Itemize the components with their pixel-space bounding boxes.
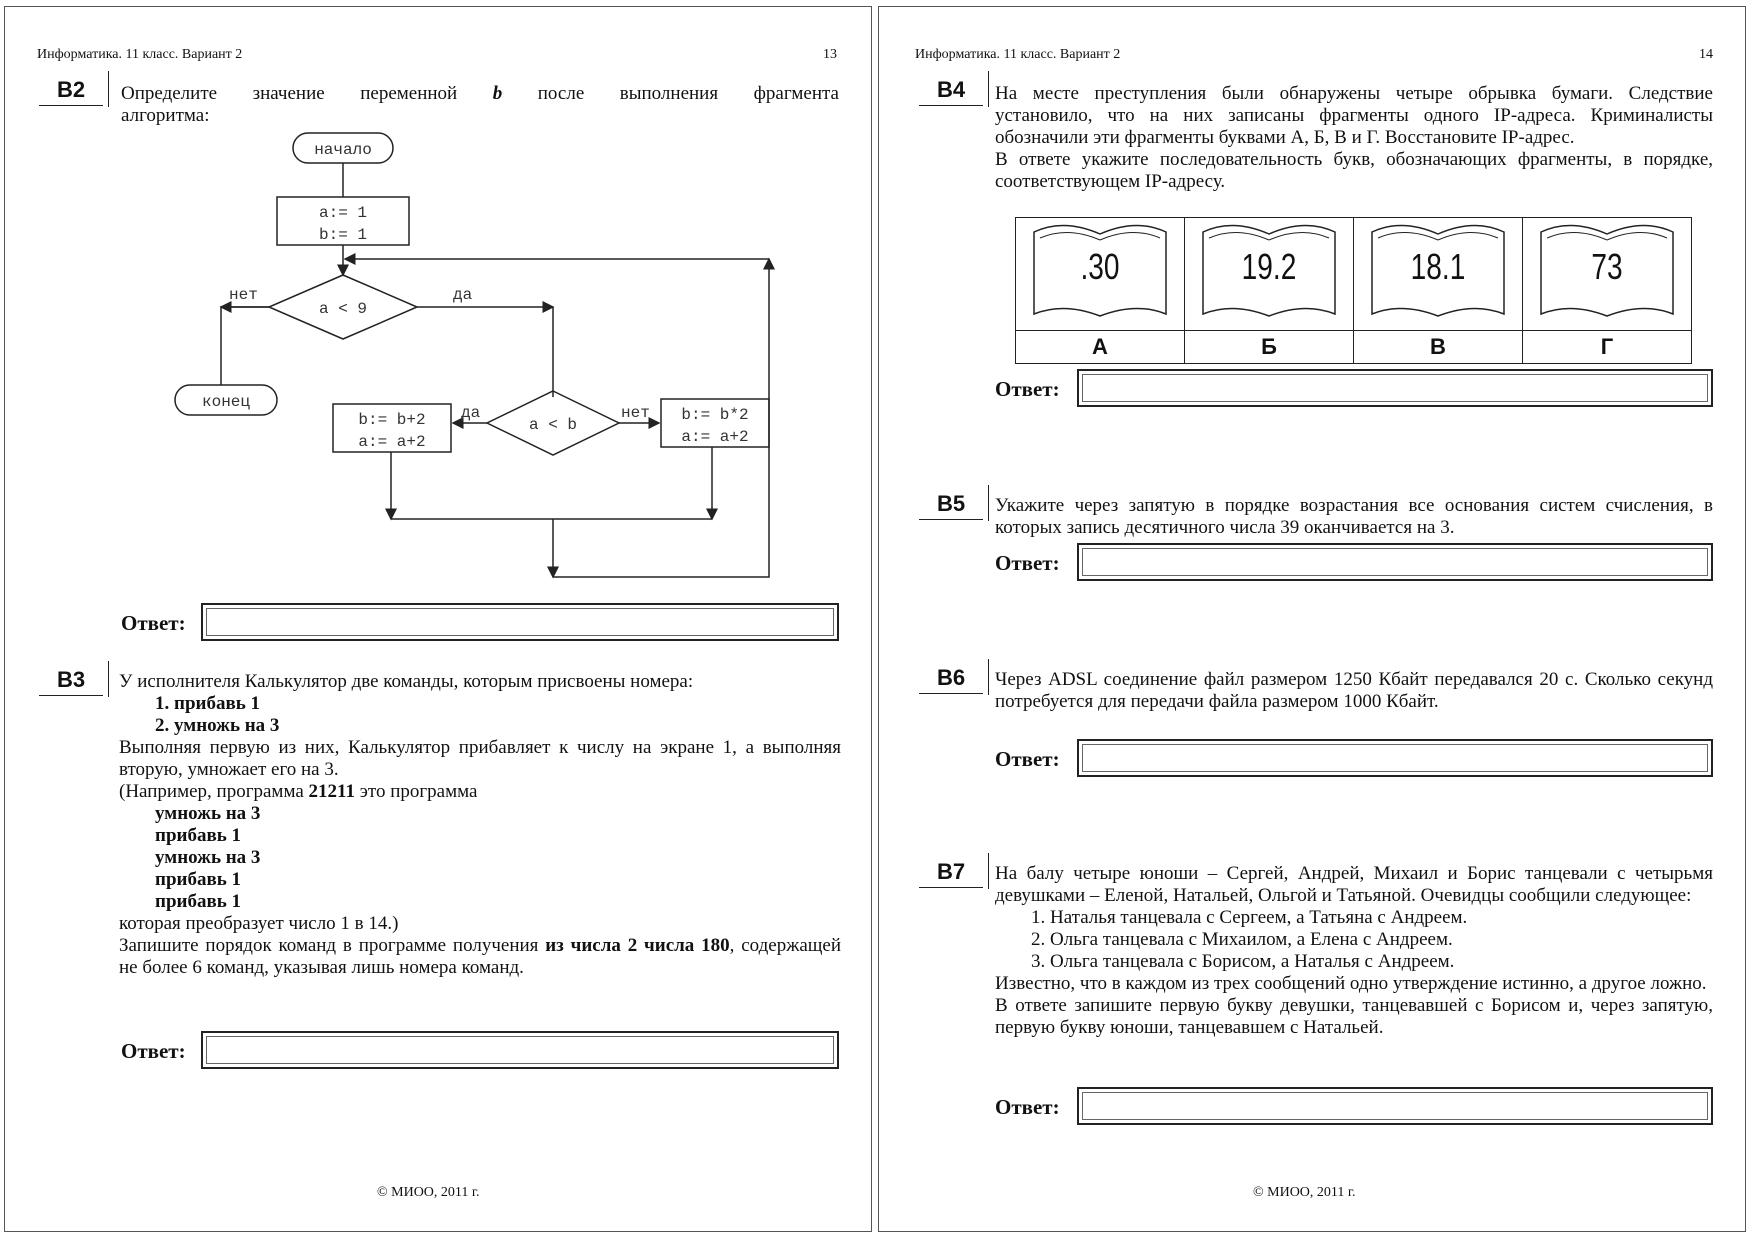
task-id-b6: B6 — [919, 665, 983, 694]
answer-label-b2: Ответ: — [121, 611, 186, 635]
flow-cond1-label: a < 9 — [318, 300, 368, 318]
answer-field-b7[interactable] — [1077, 1087, 1713, 1125]
flow-init-line2: b:= 1 — [318, 226, 368, 244]
answer-field-b4[interactable] — [1077, 369, 1713, 407]
flow-init-line1: a:= 1 — [318, 204, 368, 222]
answer-field-b2[interactable] — [201, 603, 839, 641]
fragment-letter: Б — [1185, 331, 1354, 364]
task-id-b7: B7 — [919, 859, 983, 888]
flow-cond2-label: a < b — [528, 416, 578, 434]
flow-right-line2: a:= a+2 — [681, 428, 749, 446]
task-b3-text: У исполнителя Калькулятор две команды, которым присвоены номера: 1. прибавь 1 2. умножь на 3 Выполняя первую из них, Калькулятор прибавляет к числу на экране 1, а выполняя вторую, умножает его на 3. (Например, программа 21211 это программа умножь на 3 прибавь 1 умножь на 3 прибавь 1 прибавь 1 которая преобразует число 1 в 14.) Запишите порядок команд в программе получения из числа 2 числа 180, содержащей не более 6 команд, указывая лишь номера команд. — [119, 671, 841, 978]
flow-left-line1: b:= b+2 — [358, 411, 426, 429]
flow-yes2-label: да — [461, 404, 481, 422]
b7-statement: 1. Наталья танцевала с Сергеем, а Татьяна с Андреем. — [1031, 907, 1468, 928]
left-page — [4, 6, 872, 1232]
task-id-b3: B3 — [39, 667, 103, 696]
b7-statement: 3. Ольга танцевала с Борисом, а Наталья с Андреем. — [1031, 951, 1455, 972]
b3-step: умножь на 3 — [155, 847, 261, 868]
task-b4-text: На месте преступления были обнаружены четыре обрывка бумаги. Следствие установило, что на них записаны фрагменты одного IP-адреса. Криминалисты обозначили эти фрагменты буквами А, Б, В и Г. Восстановите IP-адрес. В ответе укажите последовательность букв, обозначающих фрагменты, в порядке, соответствующем IP-адресу. — [995, 83, 1713, 192]
b7-statement: 2. Ольга танцевала с Михаилом, а Елена с Андреем. — [1031, 929, 1453, 950]
fragment-b: 19.2 — [1185, 218, 1354, 331]
fragment-g: 73 — [1523, 218, 1692, 331]
page-header: Информатика. 11 класс. Вариант 2 — [37, 47, 243, 62]
fragments-table — [1015, 217, 1692, 364]
answer-label-b4: Ответ: — [995, 377, 1060, 401]
task-b2-text: Определите значение переменной b после выполнения фрагмента алгоритма: — [121, 83, 839, 126]
task-b7-text: На балу четыре юноши – Сергей, Андрей, Михаил и Борис танцевали с четырьмя девушками – Еленой, Натальей, Ольгой и Татьяной. Очевидцы сообщили следующее: 1. Наталья танцевала с Сергеем, а Татьяна с Андреем. 2. Ольга танцевала с Михаилом, а Елена с Андреем. 3. Ольга танцевала с Борисом, а Наталья с Андреем. Известно, что в каждом из трех сообщений одно утверждение истинно, а другое ложно. В ответе запишите первую букву девушки, танцевавшей с Борисом и, через запятую, первую букву юноши, танцевавшем с Натальей. — [995, 863, 1713, 1038]
task-id-b4: B4 — [919, 77, 983, 106]
page-header: Информатика. 11 класс. Вариант 2 — [915, 47, 1121, 62]
b3-command-1: 1. прибавь 1 — [155, 693, 261, 714]
flow-yes1-label: да — [453, 286, 473, 304]
page-footer: © МИОО, 2011 г. — [377, 1185, 480, 1200]
answer-field-b3[interactable] — [201, 1031, 839, 1069]
fragment-letter: В — [1354, 331, 1523, 364]
fragment-v: 18.1 — [1354, 218, 1523, 331]
fragment-letter: А — [1016, 331, 1185, 364]
flowchart — [145, 129, 785, 589]
right-page — [878, 6, 1746, 1232]
answer-field-b6[interactable] — [1077, 739, 1713, 777]
b3-step: прибавь 1 — [155, 869, 242, 890]
task-id-b5: B5 — [919, 491, 983, 520]
task-id-b2: B2 — [39, 77, 103, 106]
answer-label-b6: Ответ: — [995, 747, 1060, 771]
answer-label-b5: Ответ: — [995, 551, 1060, 575]
flow-start-label: начало — [314, 141, 372, 159]
answer-field-b5[interactable] — [1077, 543, 1713, 581]
b3-step: прибавь 1 — [155, 891, 242, 912]
b3-step: прибавь 1 — [155, 825, 242, 846]
page-footer: © МИОО, 2011 г. — [1253, 1185, 1356, 1200]
flow-no2-label: нет — [621, 404, 650, 422]
fragment-letter: Г — [1523, 331, 1692, 364]
b3-step: умножь на 3 — [155, 803, 261, 824]
flow-no1-label: нет — [229, 286, 258, 304]
flow-end-label: конец — [201, 393, 251, 411]
fragment-a: .30 — [1016, 218, 1185, 331]
task-b5-text: Укажите через запятую в порядке возрастания все основания систем счисления, в которых запись десятичного числа 39 оканчивается на 3. — [995, 495, 1713, 538]
answer-label-b3: Ответ: — [121, 1039, 186, 1063]
flow-left-line2: a:= a+2 — [358, 433, 426, 451]
page-number: 14 — [1699, 47, 1713, 62]
task-b6-text: Через ADSL соединение файл размером 1250 Кбайт передавался 20 с. Сколько секунд потребуется для передачи файла размером 1000 Кбайт. — [995, 669, 1713, 712]
page-number: 13 — [823, 47, 837, 62]
answer-label-b7: Ответ: — [995, 1095, 1060, 1119]
b3-command-2: 2. умножь на 3 — [155, 715, 280, 736]
flow-right-line1: b:= b*2 — [681, 406, 749, 424]
